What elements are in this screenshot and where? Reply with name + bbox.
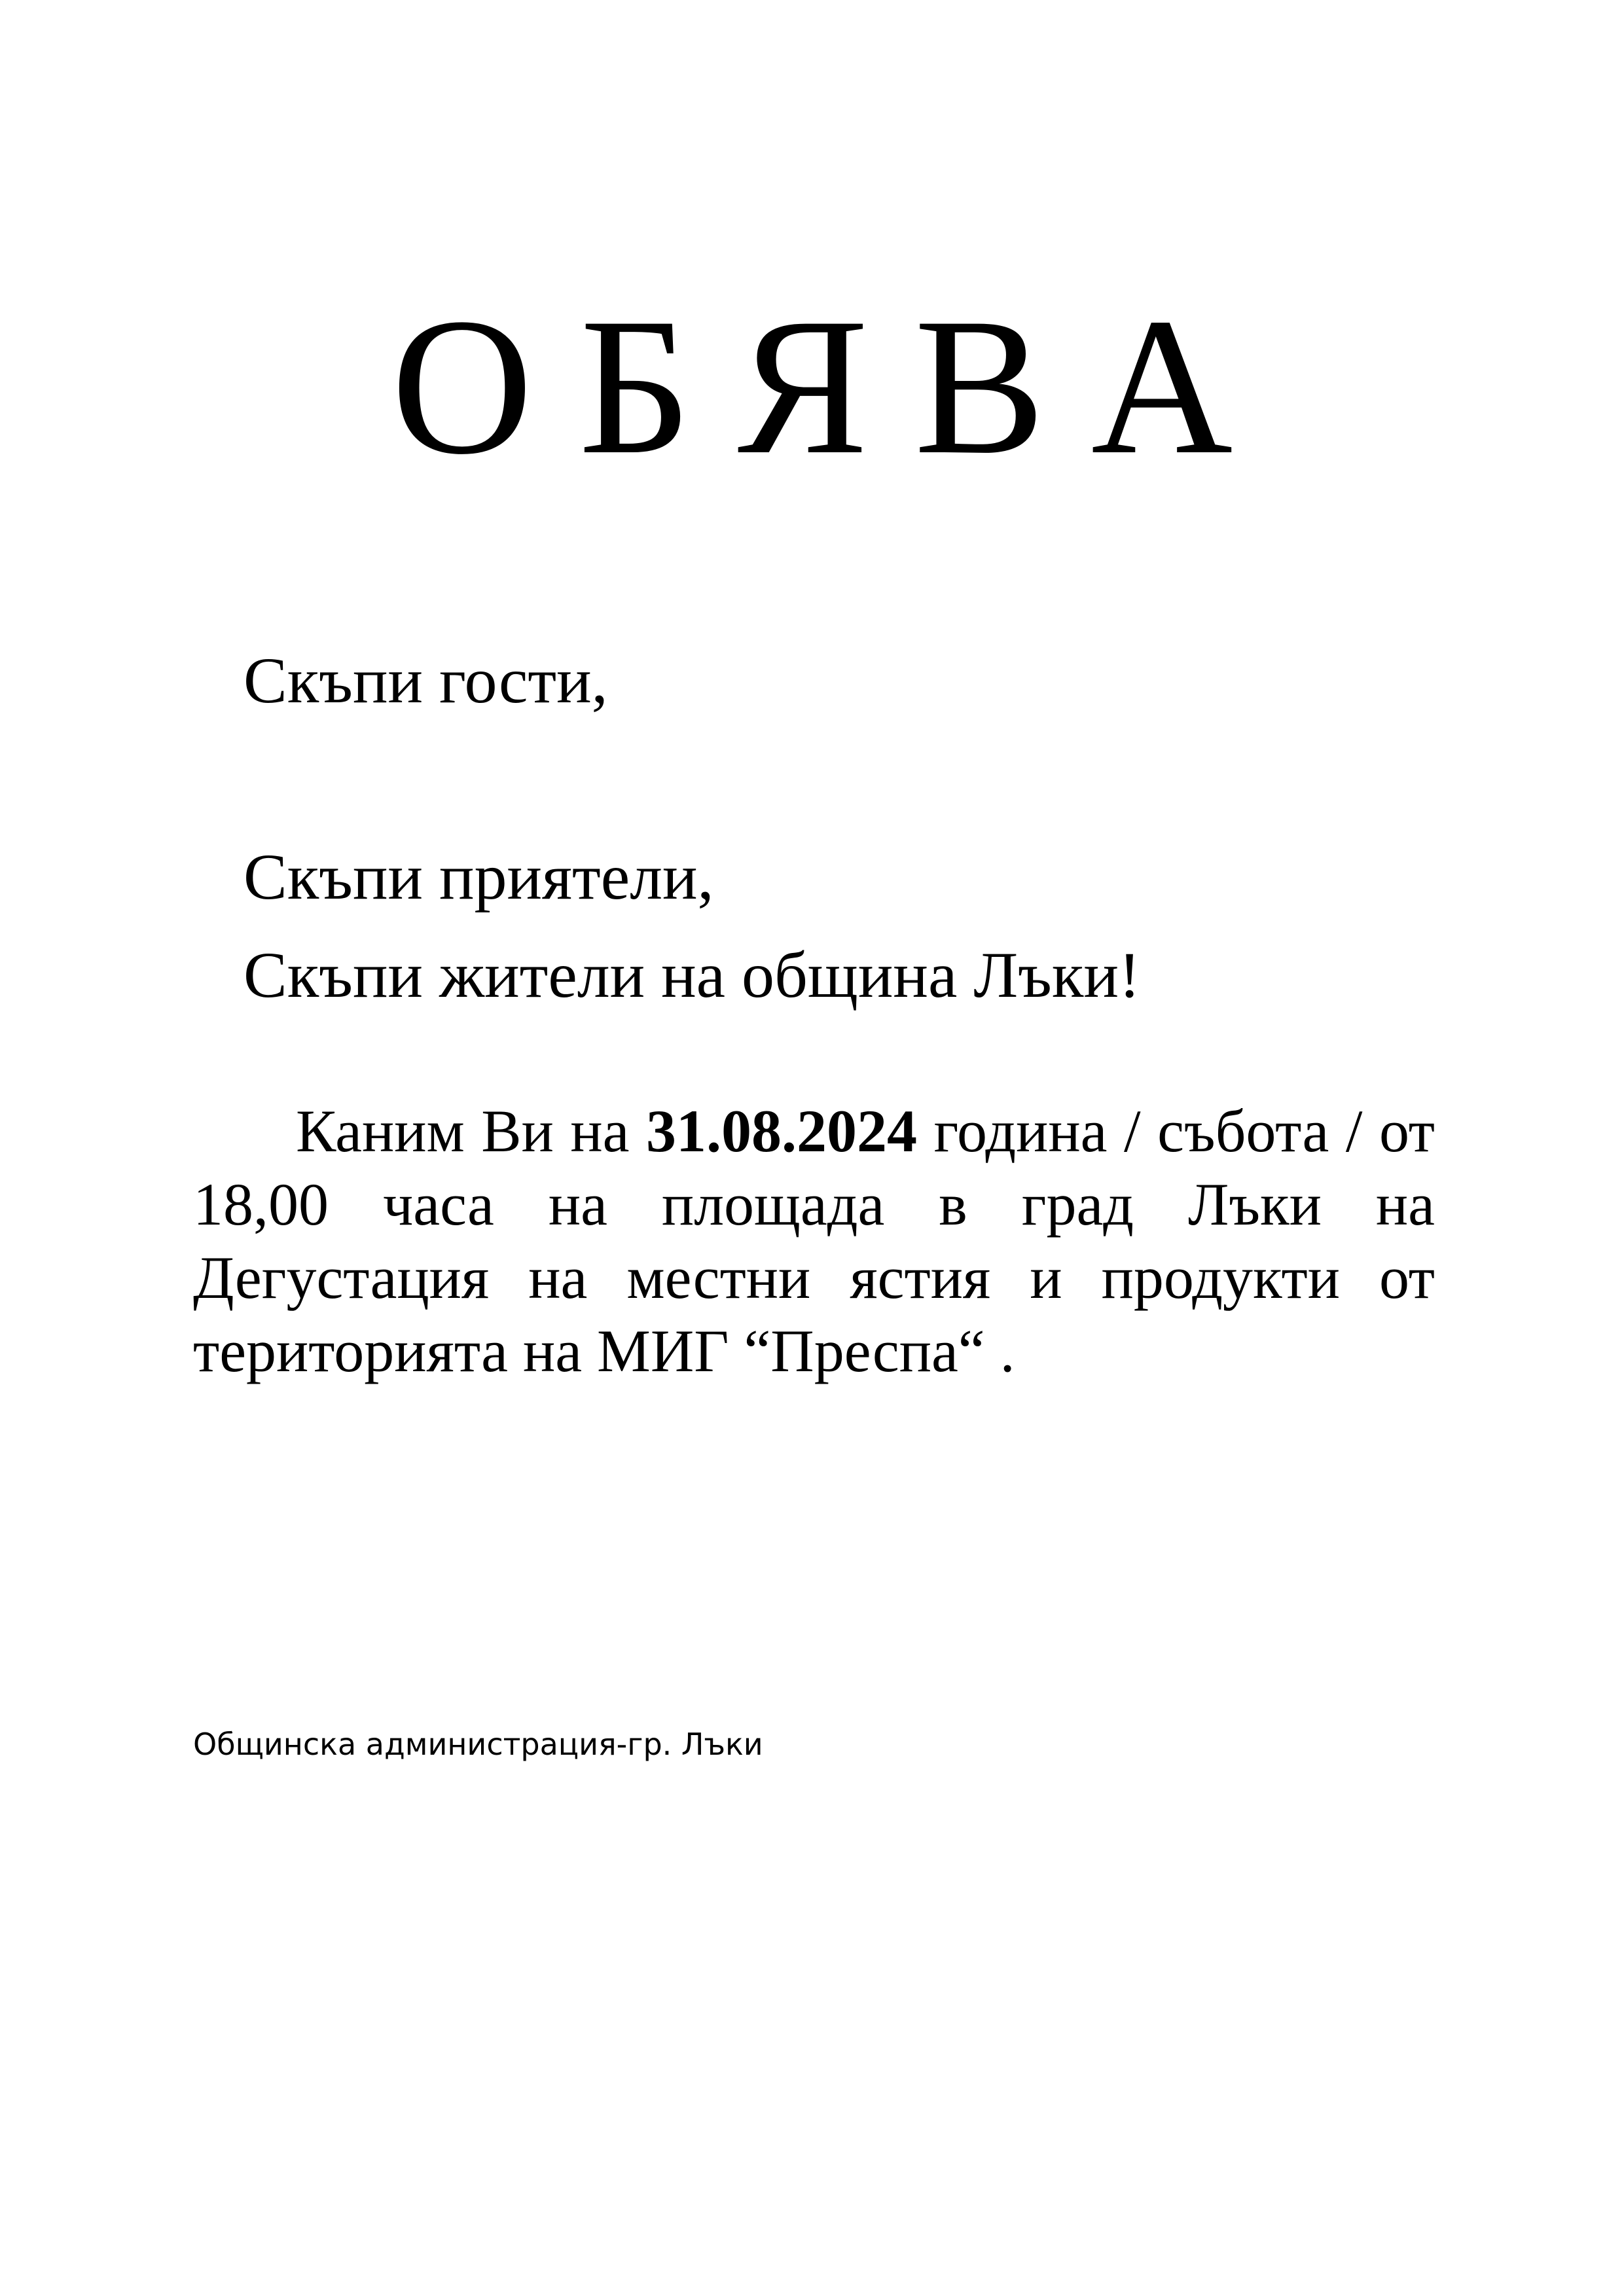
greeting-residents: Скъпи жители на община Лъки! <box>244 939 1141 1011</box>
invitation-intro: Каним Ви на <box>296 1098 647 1164</box>
event-date: 31.08.2024 <box>646 1098 918 1164</box>
greeting-guests: Скъпи гости, <box>244 644 608 717</box>
title-letter: Б <box>579 278 692 495</box>
greeting-friends: Скъпи приятели, <box>244 840 714 913</box>
invitation-details: година / събота / от 18,00 часа на площада в град Лъки на Дегустация на местни ястия и продукти от територията на МИГ “Преспа“ . <box>193 1098 1435 1384</box>
title-letter: А <box>1091 278 1233 495</box>
title-letter: В <box>914 278 1045 495</box>
signature-footer: Общинска администрация-гр. Лъки <box>193 1727 763 1762</box>
title-letter: О <box>391 278 533 495</box>
announcement-title <box>0 278 1624 495</box>
invitation-paragraph <box>193 1094 1435 1388</box>
title-letter: Я <box>737 278 869 495</box>
